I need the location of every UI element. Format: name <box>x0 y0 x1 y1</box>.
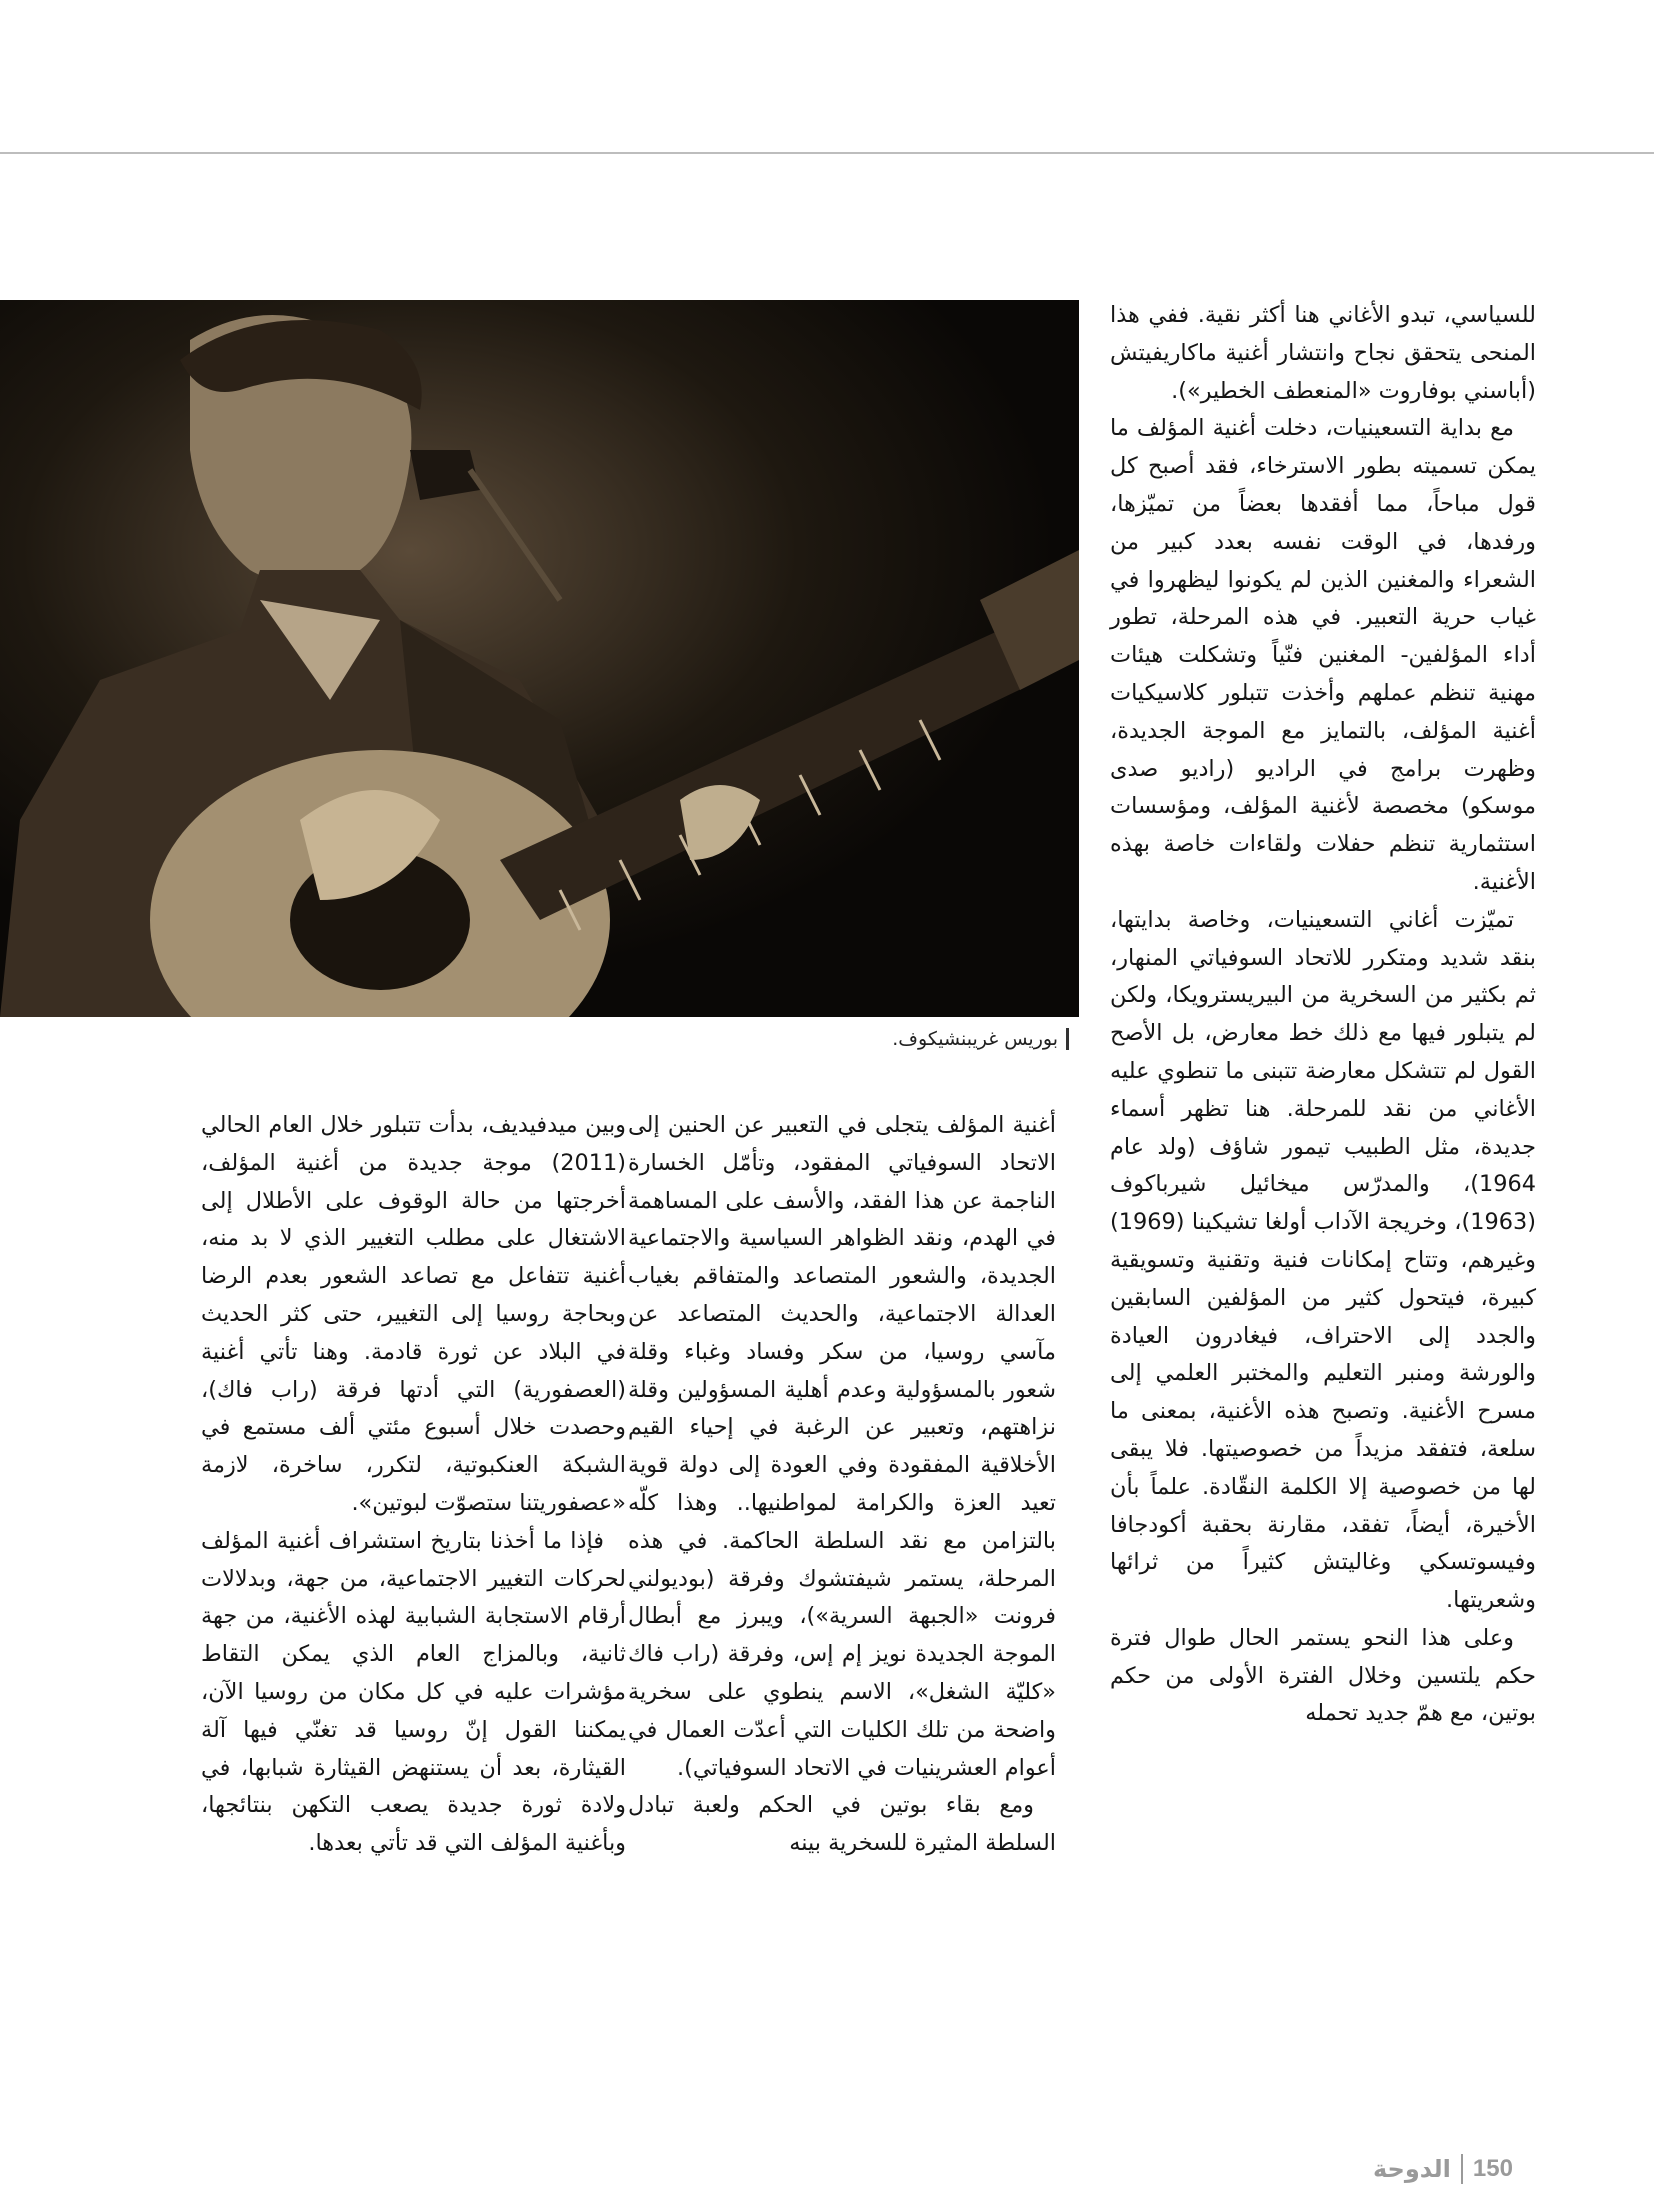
paragraph: أغنية المؤلف يتجلى في التعبير عن الحنين إلى الاتحاد السوفياتي المفقود، وتأمّل الخسارة الناجمة عن هذا الفقد، والأسف على المساهمة في الهدم، ونقد الظواهر السياسية والاجتماعية الجديدة، والشعور المتصاعد والمتفاقم بغياب العدالة الاجتماعية، والحديث المتصاعد عن مآسي روسيا، من سكر وفساد وغباء وقلة شعور بالمسؤولية وعدم أهلية المسؤولين وقلة نزاهتهم، وتعبير عن الرغبة في إحياء القيم الأخلاقية المفقودة وفي العودة إلى دولة قوية تعيد العزة والكرامة لمواطنيها.. وهذا كلّه بالتزامن مع نقد السلطة الحاكمة. في هذه المرحلة، يستمر شيفتشوك وفرقة (بوديولني فرونت «الجبهة السرية»)، ويبرز مع أبطال الموجة الجديدة نويز إم إس، وفرقة (راب فاك «كليّة الشغل»، الاسم ينطوي على سخرية واضحة من تلك الكليات التي أعدّت العمال في أعوام العشرينيات في الاتحاد السوفياتي). <box>628 1112 1056 1781</box>
page-footer <box>1373 2154 1513 2184</box>
paragraph: ومع بقاء بوتين في الحكم ولعبة تبادل السلطة المثيرة للسخرية بينه <box>628 1792 1056 1857</box>
page-number: 150 <box>1472 2155 1513 2182</box>
paragraph: فإذا ما أخذنا بتاريخ استشراف أغنية المؤلف لحركات التغيير الاجتماعية، من جهة، وبدلالات أرقام الاستجابة الشبابية لهذه الأغنية، من جهة ثانية، وبالمزاج العام الذي يمكن التقاط مؤشرات عليه في كل مكان من روسيا الآن، يمكننا القول إنّ روسيا قد تغنّي فيها آلة القيثارة، بعد أن يستنهض القيثارة شبابها، في ولادة ثورة جديدة يصعب التكهن بنتائجها، وبأغنية المؤلف التي قد تأتي بعدها. <box>201 1527 626 1857</box>
photo-singer-guitar-image <box>0 300 1079 1017</box>
paragraph: تميّزت أغاني التسعينيات، وخاصة بدايتها، بنقد شديد ومتكرر للاتحاد السوفياتي المنهار، ثم بكثير من السخرية من البيريسترويكا، ولكن لم يتبلور فيها مع ذلك خط معارض، بل الأصح القول لم تتشكل معارضة تتبنى ما تنطوي عليه الأغاني من نقد للمرحلة. هنا تظهر أسماء جديدة، مثل الطبيب تيمور شاؤف (ولد عام 1964)، والمدرّس ميخائيل شيرباكوف (1963)، وخريجة الآداب أولغا تشيكينا (1969) وغيرهم، وتتاح إمكانات فنية وتقنية وتسويقية كبيرة، فيتحول كثير من المؤلفين السابقين والجدد إلى الاحتراف، فيغادرون العيادة والورشة ومنبر التعليم والمختبر العلمي إلى مسرح الأغنية. وتصبح هذه الأغنية، بمعنى ما سلعة، فتفقد مزيداً من خصوصيتها. فلا يبقى لها من خصوصية إلا الكلمة النقّادة. علماً بأن الأخيرة، أيضاً، تفقد، مقارنة بحقبة أكودجافا وفيسوتسكي وغاليتش كثيراً من ثرائها وشعريتها. <box>1110 906 1536 1614</box>
paragraph: وعلى هذا النحو يستمر الحال طوال فترة حكم يلتسين وخلال الفترة الأولى من حكم بوتين، مع همّ جديد تحمله <box>1110 1624 1536 1727</box>
magazine-logo: الدوحة <box>1373 2155 1451 2183</box>
paragraph: للسياسي، تبدو الأغاني هنا أكثر نقية. ففي هذا المنحى يتحقق نجاح وانتشار أغنية ماكاريفيتش (أباسني بوفاروت «المنعطف الخطير»). <box>1110 302 1536 404</box>
photo-boris-grebenshchikov <box>0 300 1079 1017</box>
photo-caption: بوريس غريبنشيكوف. <box>892 1028 1069 1050</box>
article-column-1 <box>1110 297 1536 1733</box>
header-rule <box>0 152 1654 154</box>
paragraph: مع بداية التسعينيات، دخلت أغنية المؤلف ما يمكن تسميته بطور الاسترخاء، فقد أصبح كل قول مباحاً، مما أفقدها بعضاً من تميّزها، ورفدها، في الوقت نفسه بعدد كبير من الشعراء والمغنين الذين لم يكونوا ليظهروا في غياب حرية التعبير. في هذه المرحلة، تطور أداء المؤلفين- المغنين فنّياً وتشكلت هيئات مهنية تنظم عملهم وأخذت تتبلور كلاسيكيات أغنية المؤلف، بالتمايز مع الموجة الجديدة، وظهرت برامج في الراديو (راديو صدى موسكو) مخصصة لأغنية المؤلف، ومؤسسات استثمارية تنظم حفلات ولقاءات خاصة بهذه الأغنية. <box>1110 415 1536 895</box>
footer-divider <box>1461 2154 1463 2184</box>
paragraph: وبين ميدفيديف، بدأت تتبلور خلال العام الحالي (2011) موجة جديدة من أغنية المؤلف، أخرجتها من حالة الوقوف على الأطلال إلى الاشتغال على مطلب التغيير الذي لا بد منه، أغنية تتفاعل مع تصاعد الشعور بعدم الرضا وبحاجة روسيا إلى التغيير، حتى كثر الحديث في البلاد عن ثورة قادمة. وهنا تأتي أغنية (العصفورية) التي أدتها فرقة (راب فاك)، وحصدت خلال أسبوع مئتي ألف مستمع في الشبكة العنكبوتية، لتكرر، ساخرة، لازمة «عصفوريتنا ستصوّت لبوتين». <box>201 1112 626 1516</box>
article-column-3 <box>201 1107 626 1863</box>
article-column-2 <box>628 1107 1056 1863</box>
